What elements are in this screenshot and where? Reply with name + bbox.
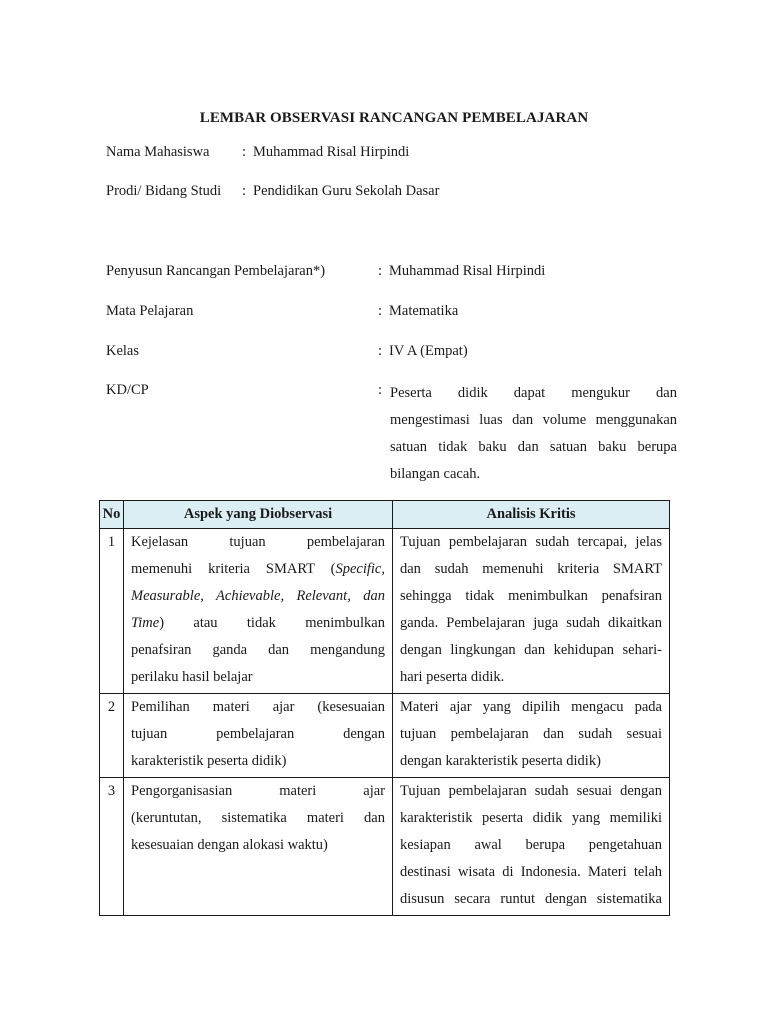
plan-author-value: Muhammad Risal Hirpindi [389,263,546,279]
aspect-line: karakteristik peserta didik) [131,753,287,769]
kd-cp-line: bilangan cacah. [390,466,481,482]
aspect-line: Measurable, Achievable, Relevant, dan [131,588,385,604]
aspect-italic-text: Specific, [335,561,385,577]
header-no: No [100,501,124,529]
colon: : [378,382,383,398]
aspect-text: ) atau tidak menimbulkan [159,615,385,631]
analysis-line: dan sudah memenuhi kriteria SMART [400,561,662,577]
study-program-label: Prodi/ Bidang Studi [106,183,222,199]
analysis-line: hari peserta didik. [400,669,505,685]
observation-table [99,500,670,916]
header-aspect: Aspek yang Diobservasi [124,501,393,529]
row-number: 1 [100,529,124,694]
kd-cp-line: Peserta didik dapat mengukur dan [390,385,677,401]
student-name-label: Nama Mahasiswa [106,144,210,160]
page-title: LEMBAR OBSERVASI RANCANGAN PEMBELAJARAN [199,110,589,126]
plan-author-label: Penyusun Rancangan Pembelajaran*) [106,263,326,279]
aspect-line: Pengorganisasian materi ajar [131,783,385,799]
table-header-row [100,501,670,529]
aspect-line: penafsiran ganda dan mengandung [131,642,385,658]
row-number: 2 [100,694,124,778]
class-label: Kelas [106,343,140,359]
table-row [100,529,670,694]
analysis-line: sehingga tidak menimbulkan penafsiran [400,588,662,604]
analysis-line: karakteristik peserta didik yang memiliki [400,810,662,826]
aspect-line [131,556,385,583]
analysis-line: disusun secara runtut dengan sistematika [400,891,662,907]
kd-cp-line: satuan tidak baku dan satuan baku berupa [390,439,677,455]
colon: : [378,343,383,359]
student-name-value: Muhammad Risal Hirpindi [253,144,410,160]
analysis-cell [393,529,670,694]
aspect-line: tujuan pembelajaran dengan [131,726,385,742]
aspect-line: perilaku hasil belajar [131,669,253,685]
aspect-line [131,610,385,637]
aspect-text: memenuhi kriteria SMART ( [131,561,336,577]
analysis-cell [393,694,670,778]
table-row [100,778,670,916]
analysis-line: tujuan pembelajaran dan sudah sesuai [400,726,662,742]
aspect-cell [124,529,393,694]
aspect-cell [124,694,393,778]
colon: : [378,263,383,279]
kd-cp-value [390,380,677,488]
table-row [100,694,670,778]
colon: : [242,183,247,199]
subject-value: Matematika [389,303,459,319]
aspect-line: Kejelasan tujuan pembelajaran [131,534,385,550]
analysis-cell [393,778,670,916]
aspect-cell [124,778,393,916]
kd-cp-label: KD/CP [106,382,149,398]
aspect-italic-text: Time [131,615,160,631]
analysis-line: destinasi wisata di Indonesia. Materi telah [400,864,662,880]
kd-cp-line: mengestimasi luas dan volume menggunakan [390,412,677,428]
analysis-line: Tujuan pembelajaran sudah tercapai, jelas [400,534,662,550]
colon: : [242,144,247,160]
header-analysis: Analisis Kritis [393,501,670,529]
subject-label: Mata Pelajaran [106,303,194,319]
analysis-line: dengan lingkungan dan kehidupan sehari- [400,642,662,658]
analysis-line: Materi ajar yang dipilih mengacu pada [400,699,662,715]
analysis-line: Tujuan pembelajaran sudah sesuai dengan [400,783,662,799]
class-value: IV A (Empat) [389,343,468,359]
analysis-line: ganda. Pembelajaran juga sudah dikaitkan [400,615,662,631]
colon: : [378,303,383,319]
row-number: 3 [100,778,124,916]
aspect-line: kesesuaian dengan alokasi waktu) [131,837,328,853]
aspect-line: (keruntutan, sistematika materi dan [131,810,385,826]
analysis-line: kesiapan awal berupa pengetahuan [400,837,662,853]
study-program-value: Pendidikan Guru Sekolah Dasar [253,183,440,199]
aspect-line: Pemilihan materi ajar (kesesuaian [131,699,385,715]
analysis-line: dengan karakteristik peserta didik) [400,753,601,769]
